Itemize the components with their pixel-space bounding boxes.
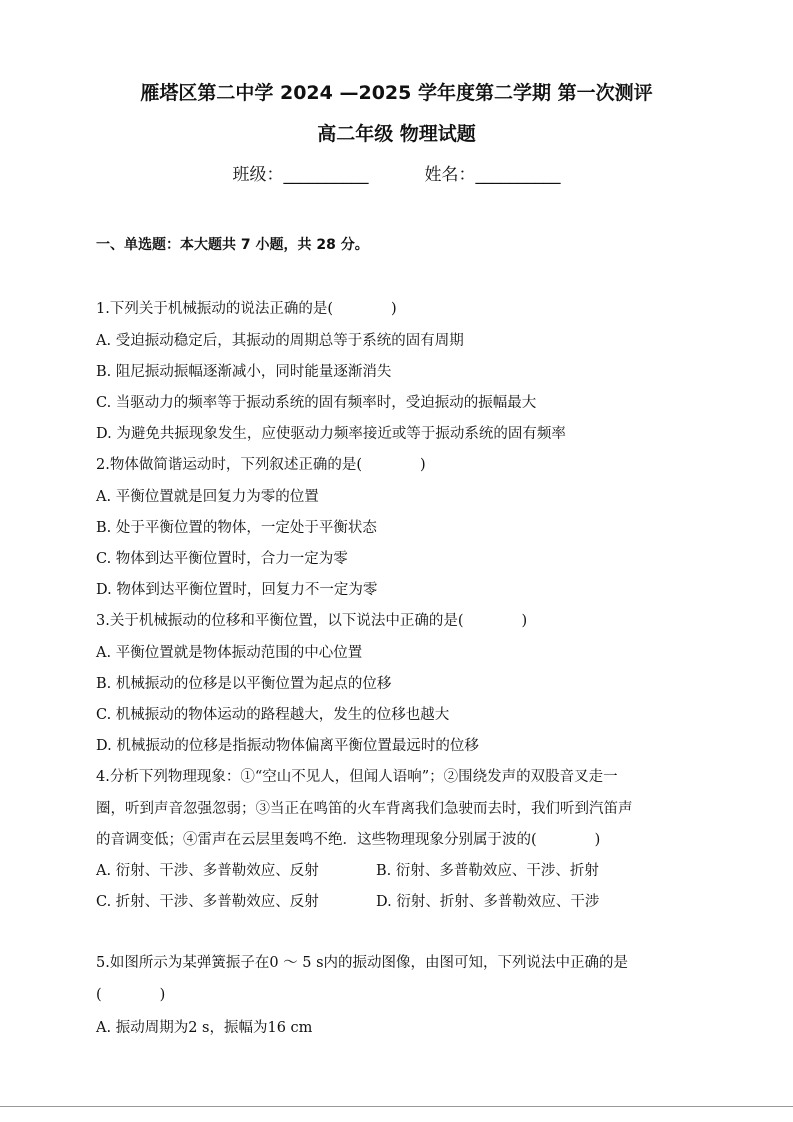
section-heading: 一、单选题：本大题共 7 小题，共 28 分。 (96, 237, 369, 253)
page-bottom-rule (0, 1106, 793, 1107)
question-3-option-a: A. 平衡位置就是物体振动范围的中心位置 (96, 645, 363, 661)
question-3-option-b: B. 机械振动的位移是以平衡位置为起点的位移 (96, 676, 392, 692)
student-info (0, 160, 793, 185)
question-4-option-a: A. 衍射、干涉、多普勒效应、反射 (96, 863, 319, 879)
question-4-stem-line-3: 的音调变低；④雷声在云层里轰鸣不绝．这些物理现象分别属于波的( ) (96, 832, 601, 848)
question-4-option-b: B. 衍射、多普勒效应、干涉、折射 (376, 863, 599, 879)
question-3-option-d: D. 机械振动的位移是指振动物体偏离平衡位置最远时的位移 (96, 738, 479, 754)
question-1-option-a: A. 受迫振动稳定后，其振动的周期总等于系统的固有周期 (96, 333, 464, 349)
class-field: 班级：__________ (232, 165, 369, 185)
question-1-option-c: C. 当驱动力的频率等于振动系统的固有频率时，受迫振动的振幅最大 (96, 395, 537, 411)
exam-title: 雁塔区第二中学 2024 —2025 学年度第二学期 第一次测评 (140, 82, 653, 104)
question-1-option-d: D. 为避免共振现象发生，应使驱动力频率接近或等于振动系统的固有频率 (96, 426, 566, 442)
question-2-stem: 2.物体做简谐运动时，下列叙述正确的是( ) (96, 457, 426, 473)
question-2-option-b: B. 处于平衡位置的物体，一定处于平衡状态 (96, 520, 377, 536)
question-5-stem-line-1: 5.如图所示为某弹簧振子在0 ～ 5 s内的振动图像，由图可知，下列说法中正确的是 (96, 955, 629, 971)
question-4-option-d: D. 衍射、折射、多普勒效应、干涉 (376, 894, 600, 910)
question-2-option-a: A. 平衡位置就是回复力为零的位置 (96, 489, 319, 505)
question-4-stem-line-1: 4.分析下列物理现象：①“空山不见人，但闻人语响”；②围绕发声的双股音叉走一 (96, 769, 618, 785)
exam-subtitle: 高二年级 物理试题 (317, 123, 476, 145)
question-1-option-b: B. 阻尼振动振幅逐渐减小，同时能量逐渐消失 (96, 364, 392, 380)
question-2-option-c: C. 物体到达平衡位置时，合力一定为零 (96, 551, 348, 567)
question-4-stem-line-2: 圈，听到声音忽强忽弱；③当正在鸣笛的火车背离我们急驶而去时，我们听到汽笛声 (96, 801, 633, 817)
question-3-option-c: C. 机械振动的物体运动的路程越大，发生的位移也越大 (96, 707, 450, 723)
question-2-option-d: D. 物体到达平衡位置时，回复力不一定为零 (96, 582, 378, 598)
question-4-option-c: C. 折射、干涉、多普勒效应、反射 (96, 894, 319, 910)
question-1-stem: 1.下列关于机械振动的说法正确的是( ) (96, 301, 397, 317)
question-3-stem: 3.关于机械振动的位移和平衡位置，以下说法中正确的是( ) (96, 613, 528, 629)
question-5-stem-line-2: ( ) (96, 987, 166, 1003)
question-5-option-a: A. 振动周期为2 s，振幅为16 cm (96, 1020, 313, 1036)
name-field: 姓名：__________ (424, 165, 561, 185)
